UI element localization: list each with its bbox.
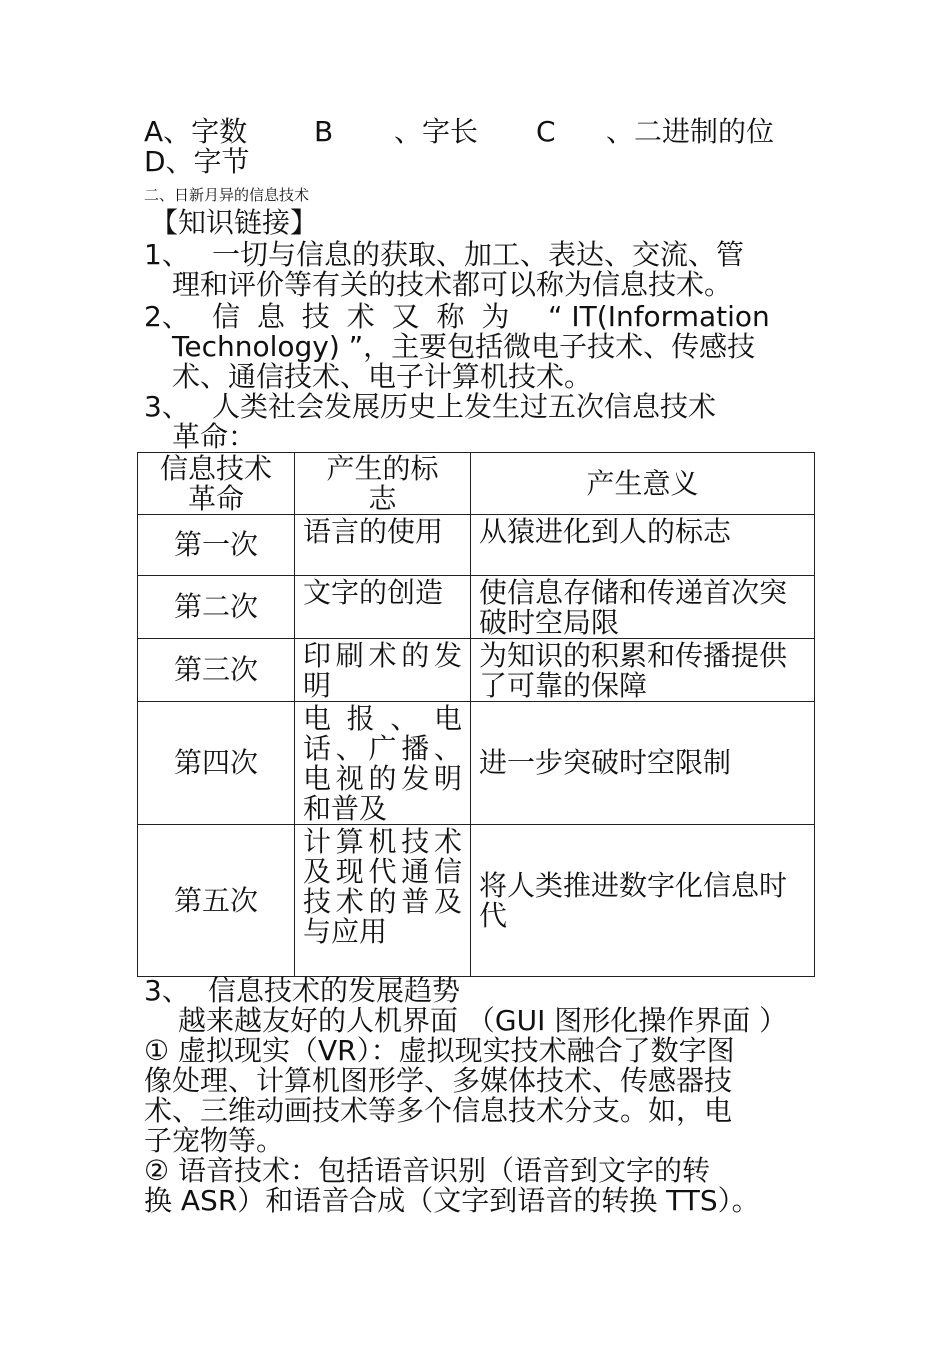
row1-revolution: 第一次 [138, 515, 295, 576]
vr-line3: 术、三维动画技术等多个信息技术分支。如，电 [144, 1094, 733, 1127]
option-a: A、字数 [144, 115, 248, 148]
p2-line2: Technology) ”，主要包括微电子技术、传感技 [172, 330, 756, 363]
row5-significance: 将人类推进数字化信息时代 [471, 825, 815, 977]
row5-revolution: 第五次 [138, 825, 295, 977]
header-significance: 产生意义 [471, 453, 815, 515]
table-row [138, 639, 815, 702]
p3-line1: 人类社会发展历史上发生过五次信息技术 [212, 390, 717, 423]
row4-significance: 进一步突破时空限制 [471, 702, 815, 825]
header-revolution: 信息技术革命 [138, 453, 295, 515]
row4-revolution: 第四次 [138, 702, 295, 825]
table-row [138, 825, 815, 977]
revolutions-table [137, 452, 815, 977]
p1-number: 1、 [144, 238, 190, 271]
option-c-letter: C [536, 115, 556, 148]
knowledge-link-heading: 【知识链接】 [150, 206, 319, 239]
table-row [138, 515, 815, 576]
table-row [138, 576, 815, 639]
option-d: D、字节 [144, 145, 250, 178]
header-marker: 产生的标志 [295, 453, 471, 515]
p2-number: 2、 [144, 300, 190, 333]
p2-line1: 信 息 技 术 又 称 为 [212, 300, 514, 333]
option-c-text: 、二进制的位 [606, 115, 775, 148]
row5-marker: 计算机技术及现代通信技术的普及与应用 [295, 825, 471, 977]
row2-significance: 使信息存储和传递首次突破时空局限 [471, 576, 815, 639]
row2-revolution: 第二次 [138, 576, 295, 639]
p3-line2: 革命： [172, 420, 257, 453]
speech-line2: 换 ASR）和语音合成（文字到语音的转换 TTS）。 [144, 1184, 760, 1217]
p2-line3: 术、通信技术、电子计算机技术。 [172, 360, 593, 393]
p1-line2: 理和评价等有关的技术都可以称为信息技术。 [172, 268, 733, 301]
p1-line1: 一切与信息的获取、加工、表达、交流、管 [212, 238, 745, 271]
table-header-row [138, 453, 815, 515]
trend-number: 3、 [144, 974, 190, 1007]
speech-line1: ② 语音技术：包括语音识别（语音到文字的转 [144, 1154, 711, 1187]
vr-line4: 子宠物等。 [144, 1124, 285, 1157]
row3-significance: 为知识的积累和传播提供了可靠的保障 [471, 639, 815, 702]
table-row [138, 702, 815, 825]
row1-marker: 语言的使用 [295, 515, 471, 576]
vr-line1: ① 虚拟现实（VR）：虚拟现实技术融合了数字图 [144, 1034, 735, 1067]
option-b-letter: B [314, 115, 334, 148]
row3-marker: 印刷术的发明 [295, 639, 471, 702]
trend-title: 信息技术的发展趋势 [208, 974, 461, 1007]
option-b-text: 、字长 [394, 115, 479, 148]
p3-number: 3、 [144, 390, 190, 423]
row4-marker: 电报、电话、广播、电视的发明和普及 [295, 702, 471, 825]
trend-gui: 越来越友好的人机界面 （GUI 图形化操作界面 ） [178, 1004, 788, 1037]
section-heading: 二、日新月异的信息技术 [144, 186, 310, 204]
row3-revolution: 第三次 [138, 639, 295, 702]
row2-marker: 文字的创造 [295, 576, 471, 639]
p2-line1-quote: “ IT(Information [548, 300, 770, 333]
answer-options [144, 117, 804, 147]
row1-significance: 从猿进化到人的标志 [471, 515, 815, 576]
vr-line2: 像处理、计算机图形学、多媒体技术、传感器技 [144, 1064, 733, 1097]
